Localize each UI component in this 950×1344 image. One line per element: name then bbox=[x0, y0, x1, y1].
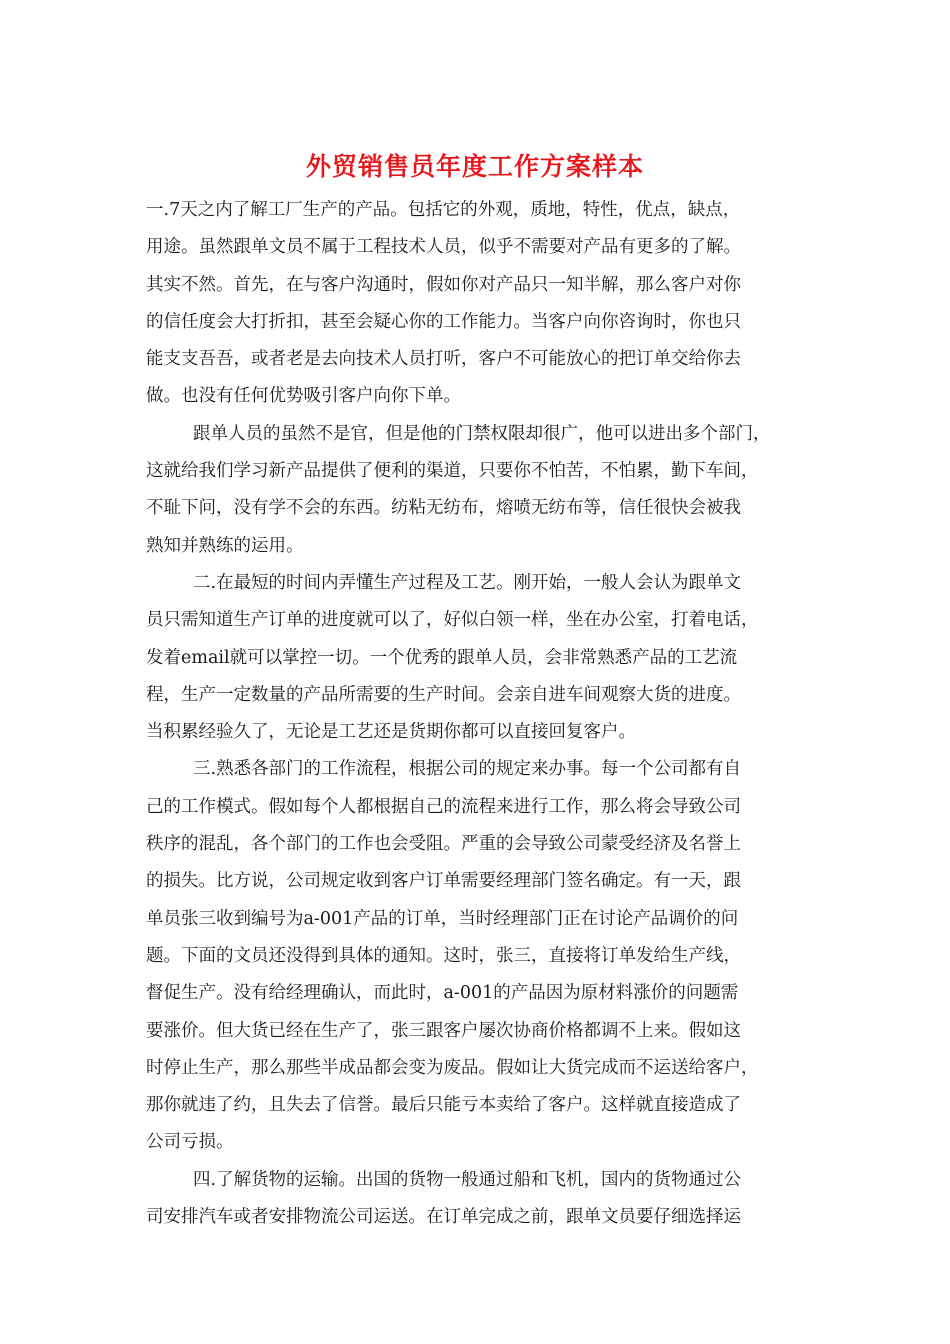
text-line: 单员张三收到编号为a-001产品的订单，当时经理部门正在讨论产品调价的问 bbox=[146, 908, 739, 929]
document-body bbox=[146, 192, 818, 1236]
paragraph-first-line: 二.在最短的时间内弄懂生产过程及工艺。刚开始，一般人会认为跟单文 bbox=[193, 572, 742, 593]
text-line: 这就给我们学习新产品提供了便利的渠道，只要你不怕苦，不怕累，勤下车间， bbox=[146, 461, 759, 482]
text-line: 时停止生产，那么那些半成品都会变为废品。假如让大货完成而不运送给客户， bbox=[146, 1057, 759, 1078]
text-line: 要涨价。但大货已经在生产了，张三跟客户屡次协商价格都调不上来。假如这 bbox=[146, 1020, 741, 1041]
text-line: 用途。虽然跟单文员不属于工程技术人员，似乎不需要对产品有更多的了解。 bbox=[146, 237, 741, 258]
paragraph-first-line: 三.熟悉各部门的工作流程，根据公司的规定来办事。每一个公司都有自 bbox=[193, 759, 742, 780]
text-line: 做。也没有任何优势吸引客户向你下单。 bbox=[146, 386, 461, 407]
paragraph-first-line: 跟单人员的虽然不是官，但是他的门禁权限却很广，他可以进出多个部门， bbox=[193, 423, 771, 444]
text-line: 发着email就可以掌控一切。一个优秀的跟单人员，会非常熟悉产品的工艺流 bbox=[146, 647, 738, 668]
text-line: 一.7天之内了解工厂生产的产品。包括它的外观，质地，特性，优点，缺点， bbox=[146, 200, 741, 220]
text-line: 当积累经验久了，无论是工艺还是货期你都可以直接回复客户。 bbox=[146, 722, 636, 743]
text-line: 题。下面的文员还没得到具体的通知。这时，张三，直接将订单发给生产线， bbox=[146, 945, 741, 966]
text-line: 的损失。比方说，公司规定收到客户订单需要经理部门签名确定。有一天，跟 bbox=[146, 871, 741, 892]
document-title: 外贸销售员年度工作方案样本 bbox=[305, 152, 644, 181]
text-line: 其实不然。首先，在与客户沟通时，假如你对产品只一知半解，那么客户对你 bbox=[146, 274, 741, 295]
text-line: 那你就违了约，且失去了信誉。最后只能亏本卖给了客户。这样就直接造成了 bbox=[146, 1095, 741, 1116]
text-line: 程，生产一定数量的产品所需要的生产时间。会亲自进车间观察大货的进度。 bbox=[146, 684, 741, 705]
paragraph-first-line: 四.了解货物的运输。出国的货物一般通过船和飞机，国内的货物通过公 bbox=[193, 1169, 742, 1190]
text-line: 能支支吾吾，或者老是去向技术人员打听，客户不可能放心的把订单交给你去 bbox=[146, 349, 741, 370]
text-line: 的信任度会大打折扣，甚至会疑心你的工作能力。当客户向你咨询时，你也只 bbox=[146, 311, 741, 332]
text-line: 督促生产。没有给经理确认，而此时，a-001的产品因为原材料涨价的问题需 bbox=[146, 983, 739, 1004]
text-line: 公司亏损。 bbox=[146, 1132, 234, 1153]
text-line: 员只需知道生产订单的进度就可以了，好似白领一样，坐在办公室，打着电话， bbox=[146, 610, 759, 631]
text-line: 秩序的混乱，各个部门的工作也会受阻。严重的会导致公司蒙受经济及名誉上 bbox=[146, 834, 741, 855]
text-line: 司安排汽车或者安排物流公司运送。在订单完成之前，跟单文员要仔细选择运 bbox=[146, 1207, 741, 1228]
text-line: 熟知并熟练的运用。 bbox=[146, 535, 304, 556]
text-line: 己的工作模式。假如每个人都根据自己的流程来进行工作，那么将会导致公司 bbox=[146, 796, 741, 817]
text-line: 不耻下问，没有学不会的东西。纺粘无纺布，熔喷无纺布等，信任很快会被我 bbox=[146, 498, 741, 519]
